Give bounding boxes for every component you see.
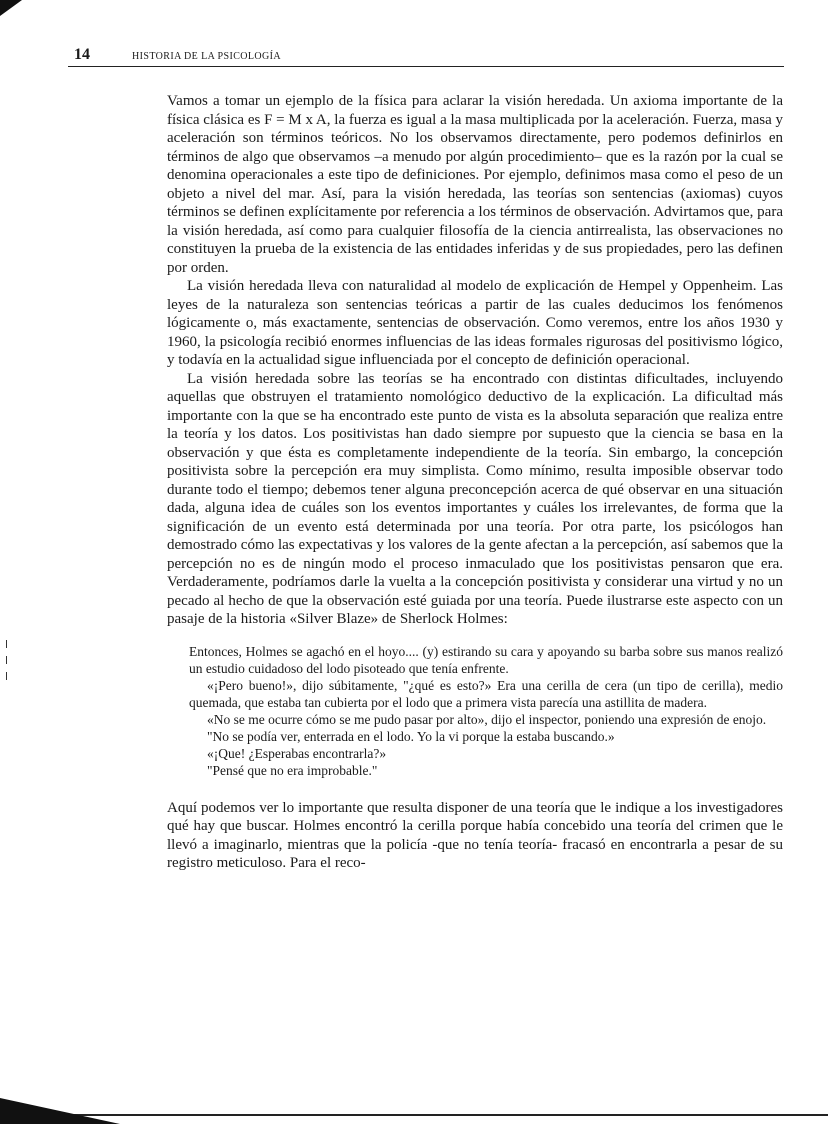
quote-line: "Pensé que no era improbable." [207, 762, 378, 778]
margin-mark [6, 640, 7, 648]
body-paragraph: Vamos a tomar un ejemplo de la física para aclarar la visión heredada. Un axioma importante de la física clásica es F = M x A, la fuerza es igual a la masa multiplicada por la aceleración. Fuerza, masa y aceleración son términos teóricos. No los observamos directamente, pero podemos definirlos en términos de algo que observamos –a menudo por algún procedimiento– que es la razón por la cual se denomina operacionales a este tipo de definiciones. Por ejemplo, definimos masa como el peso de un objeto a nivel del mar. Así, para la visión heredada, las teorías son sentencias (axiomas) cuyos términos se definen explícitamente por referencia a los términos de observación. Advirtamos que, para la visión heredada, así como para cualquier filosofía de la ciencia antirrealista, las observaciones no constituyen la prueba de la existencia de las entidades inferidas y de sus propiedades, pero las definen por orden. [167, 93, 783, 276]
body-paragraph: La visión heredada sobre las teorías se ha encontrado con distintas dificultades, incluyendo aquellas que obstruyen el tratamiento nomológico deductivo de la explicación. La dificultad más importante con la que se ha encontrado este punto de vista es la absoluta separación que realiza entre la teoría y los datos. Los positivistas han dado siempre por supuesto que la ciencia se basa en la observación y que ésta es completamente independiente de la teoría. Sin embargo, la concepción positivista sobre la percepción era muy simplista. Como mínimo, resulta imposible observar todo durante todo el tiempo; debemos tener alguna preconcepción acerca de qué observar en una situación dada, alguna idea de cuáles son los eventos importantes y cuáles los irrelevantes, de forma que la significación de un evento está determinada por una teoría. Por otra parte, los psicólogos han demostrado cómo las expectativas y los valores de la gente afectan a la percepción, así sabemos que la percepción no es de ningún modo el proceso inmaculado que los positivistas pensaron que era. Verdaderamente, podríamos darle la vuelta a la concepción positivista y considerar una virtud y no un pecado al hecho de que la observación esté guiada por una teoría. Puede ilustrarse este aspecto con un pasaje de la historia «Silver Blaze» de Sherlock Holmes: [167, 370, 783, 627]
quote-line: «¡Pero bueno!», dijo súbitamente, "¿qué es esto?» Era una cerilla de cera (un tipo de cerilla), medio quemada, que estaba tan cubierta por el lodo que a primera vista parecía una astillita de madera. [189, 677, 783, 710]
quote-line: Entonces, Holmes se agachó en el hoyo.... (y) estirando su cara y apoyando su barba sobre sus manos realizó un estudio cuidadoso del lodo pisoteado que tenía enfrente. [189, 643, 783, 676]
body-paragraph: La visión heredada lleva con naturalidad al modelo de explicación de Hempel y Oppenheim. Las leyes de la naturaleza son sentencias teóricas a partir de las cuales deducimos los fenómenos lógicamente o, más exactamente, sentencias de observación. Como veremos, entre los años 1930 y 1960, la psicología recibió enormes influencias de las ideas formales rigurosas del positivismo lógico, y todavía en la actualidad sigue influenciada por el concepto de definición operacional. [167, 278, 783, 368]
body-paragraph: Aquí podemos ver lo importante que resulta disponer de una teoría que le indique a los investigadores qué hay que buscar. Holmes encontró la cerilla porque había concebido una teoría del crimen que le llevó a imaginarlo, mientras que la policía -que no tenía teoría- fracasó en encontrarla a pesar de su registro meticuloso. Para el reco- [167, 799, 783, 871]
margin-mark [6, 656, 7, 664]
main-text [167, 92, 783, 873]
page-header [68, 44, 784, 67]
block-quote [189, 643, 783, 779]
scan-bottom-edge [0, 1114, 828, 1116]
running-head: HISTORIA DE LA PSICOLOGÍA [132, 51, 281, 62]
quote-line: "No se podía ver, enterrada en el lodo. Yo la vi porque la estaba buscando.» [207, 728, 615, 744]
quote-line: «¡Que! ¿Esperabas encontrarla?» [207, 745, 387, 761]
margin-mark [6, 672, 7, 680]
scan-corner-mark [0, 0, 22, 16]
page-number: 14 [74, 46, 90, 63]
scan-corner-mark [0, 1098, 120, 1124]
quote-line: «No se me ocurre cómo se me pudo pasar por alto», dijo el inspector, poniendo una expresión de enojo. [207, 711, 767, 727]
